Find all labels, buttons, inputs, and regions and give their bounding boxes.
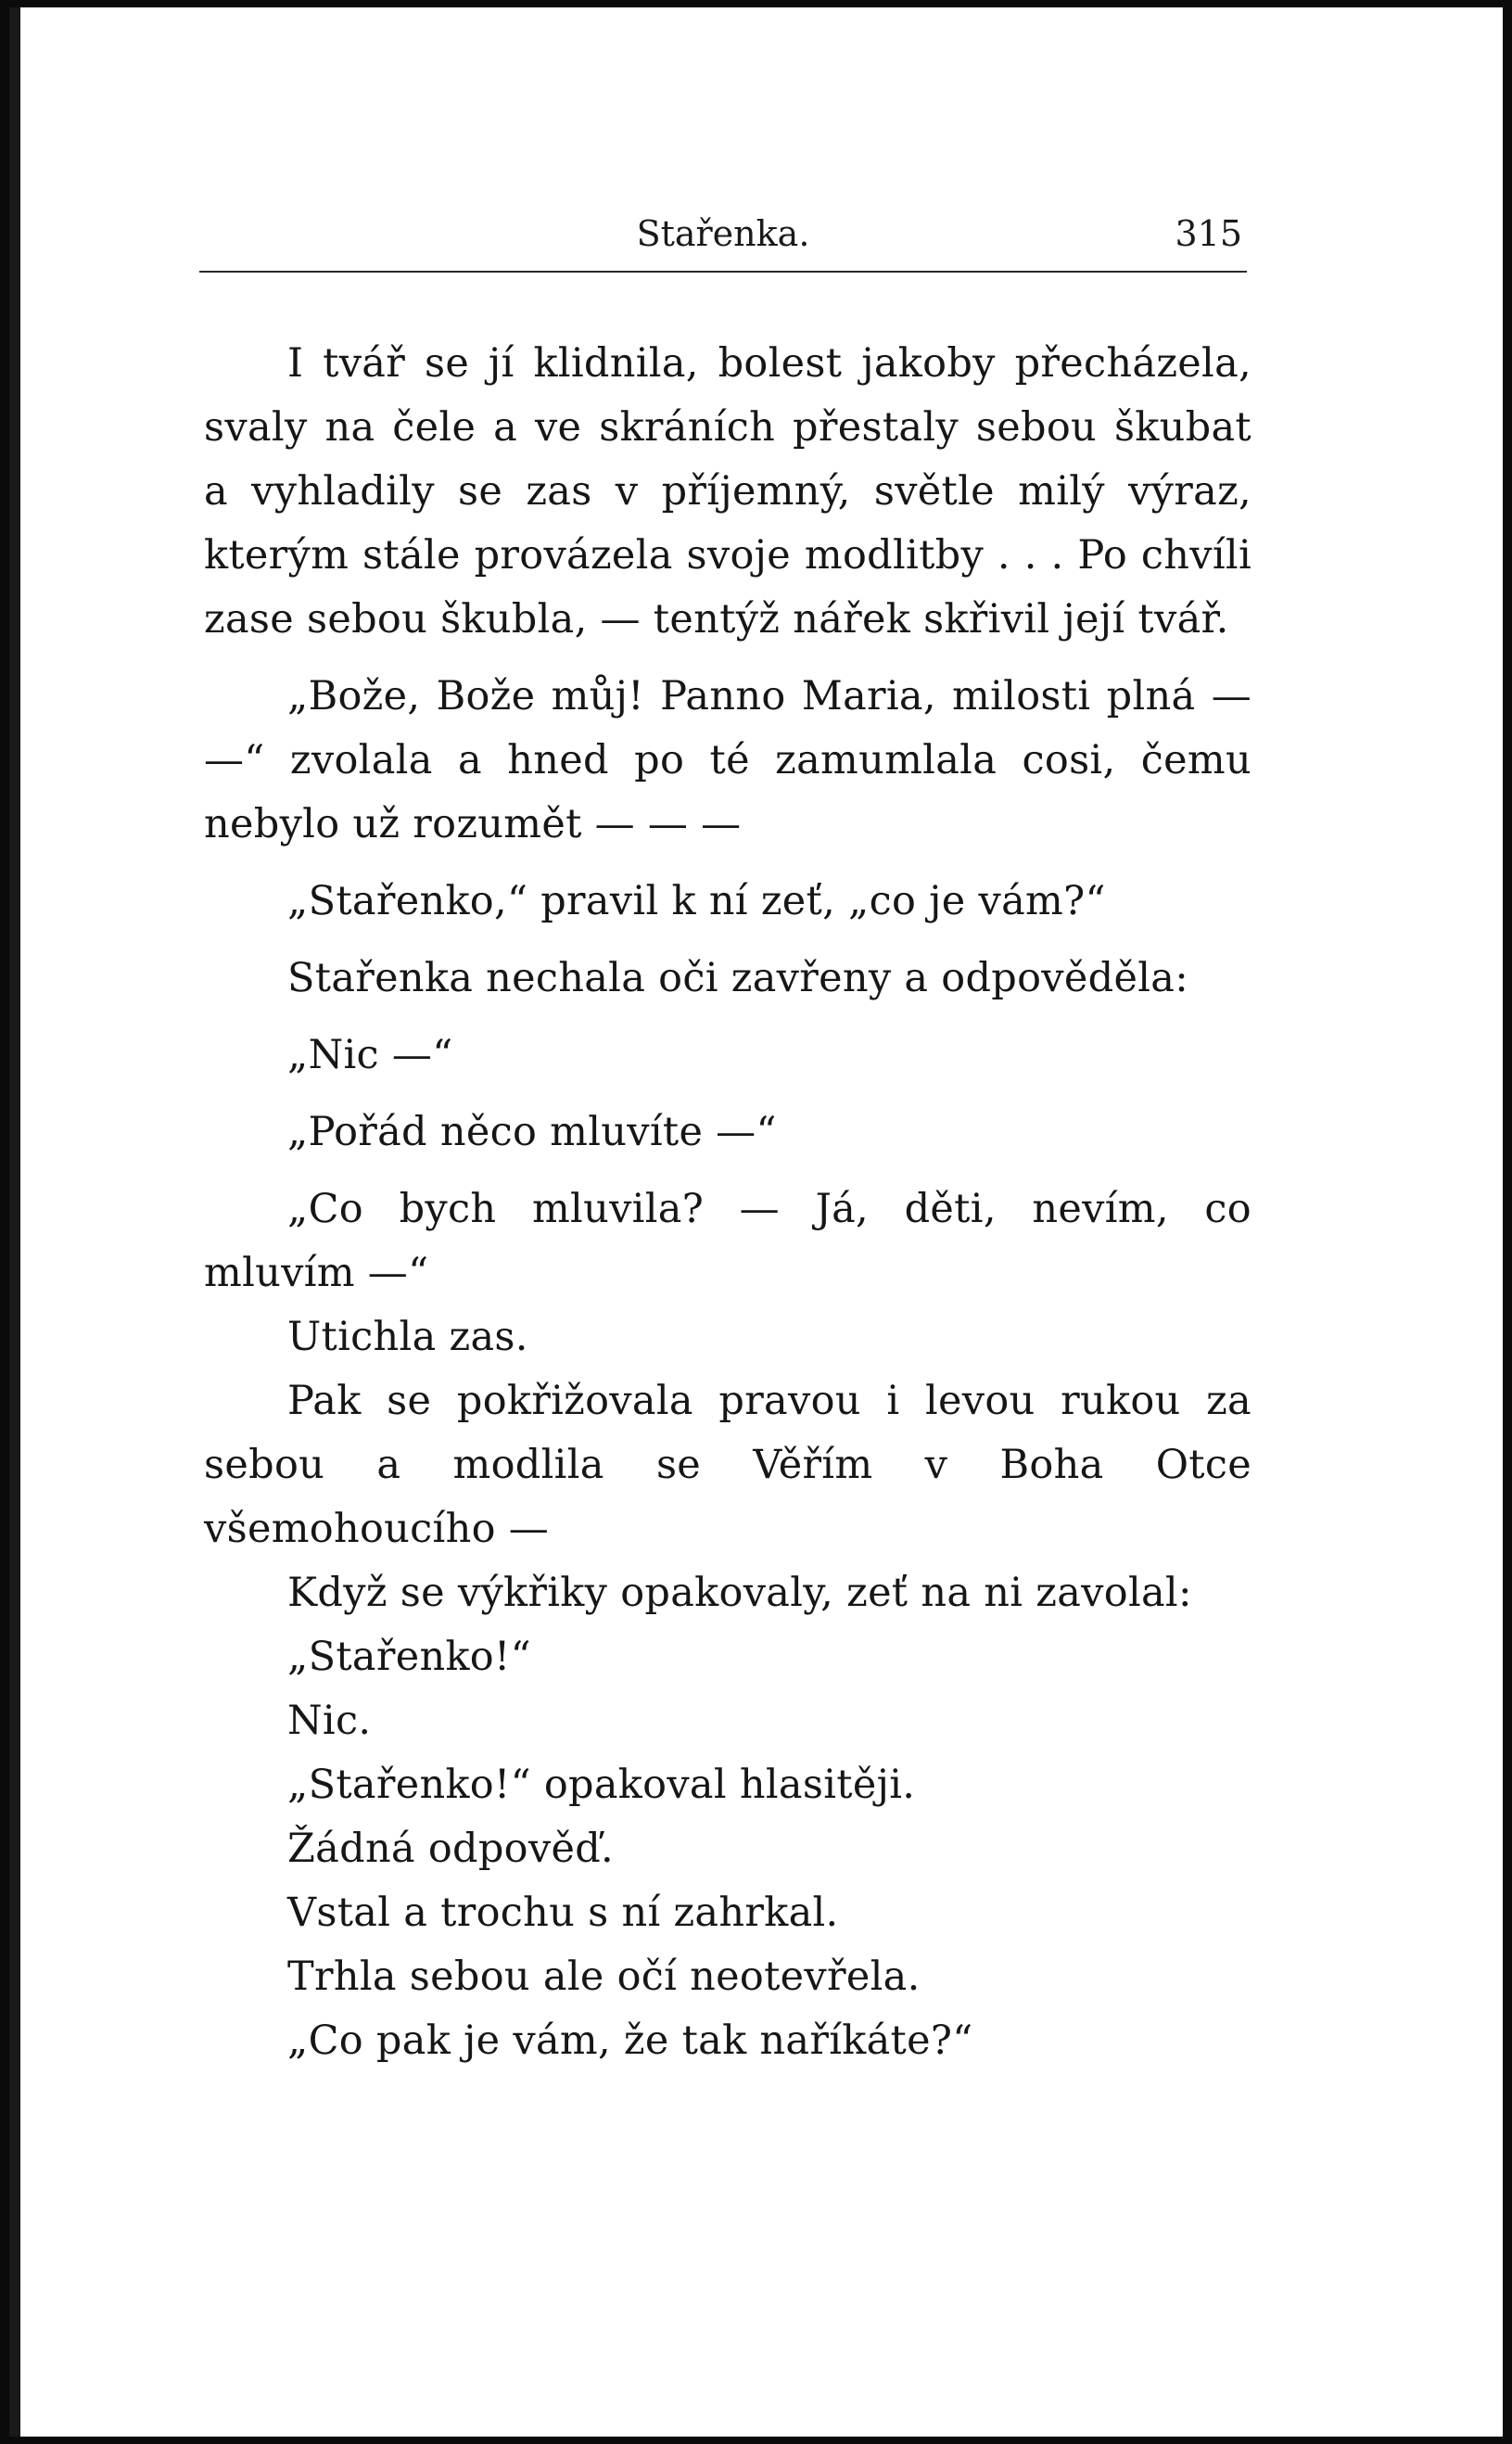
paragraph-7: „Co bych mluvila? — Já, děti, nevím, co mluvím —“ <box>204 1186 1252 1296</box>
paragraph-11: „Stařenko!“ <box>287 1634 531 1680</box>
paragraph-9: Pak se pokřižovala pravou i levou rukou za sebou a modlila se Věřím v Boha Otce všemohoucího — <box>204 1378 1252 1552</box>
page-number: 315 <box>1175 213 1242 254</box>
running-title: Stařenka. <box>636 213 810 254</box>
page-edge-shadow <box>9 7 20 2437</box>
paragraph-12: Nic. <box>287 1698 372 1744</box>
paragraph-16: Trhla sebou ale očí neotevřela. <box>287 1954 921 2000</box>
paragraph-10: Když se výkřiky opakovaly, zeť na ni zavolal: <box>287 1570 1192 1616</box>
paragraph-3: „Stařenko,“ pravil k ní zeť, „co je vám?“ <box>287 878 1106 924</box>
paragraph-5: „Nic —“ <box>287 1032 453 1078</box>
body-text <box>204 332 1252 2073</box>
paragraph-6: „Pořád něco mluvíte —“ <box>287 1109 777 1155</box>
paragraph-4: Stařenka nechala oči zavřeny a odpověděla: <box>287 955 1188 1001</box>
book-page <box>9 7 1503 2437</box>
paragraph-1: I tvář se jí klidnila, bolest jakoby přecházela, svaly na čele a ve skráních přestaly sebou škubat a vyhladily se zas v příjemný, světle milý výraz, kterým stále provázela svoje modlitby . . . Po chvíli zase sebou škubla, — tentýž nářek skřivil její tvář. <box>204 340 1252 643</box>
paragraph-13: „Stařenko!“ opakoval hlasitěji. <box>287 1762 916 1808</box>
page-header <box>204 206 1242 261</box>
paragraph-15: Vstal a trochu s ní zahrkal. <box>287 1890 839 1936</box>
paragraph-8: Utichla zas. <box>287 1314 528 1360</box>
paragraph-14: Žádná odpověď. <box>287 1826 615 1872</box>
header-rule <box>199 271 1247 273</box>
paragraph-17: „Co pak je vám, že tak naříkáte?“ <box>287 2018 973 2064</box>
paragraph-2: „Bože, Bože můj! Panno Maria, milosti plná — —“ zvolala a hned po té zamumlala cosi, čemu nebylo už rozumět — — — <box>204 673 1252 847</box>
